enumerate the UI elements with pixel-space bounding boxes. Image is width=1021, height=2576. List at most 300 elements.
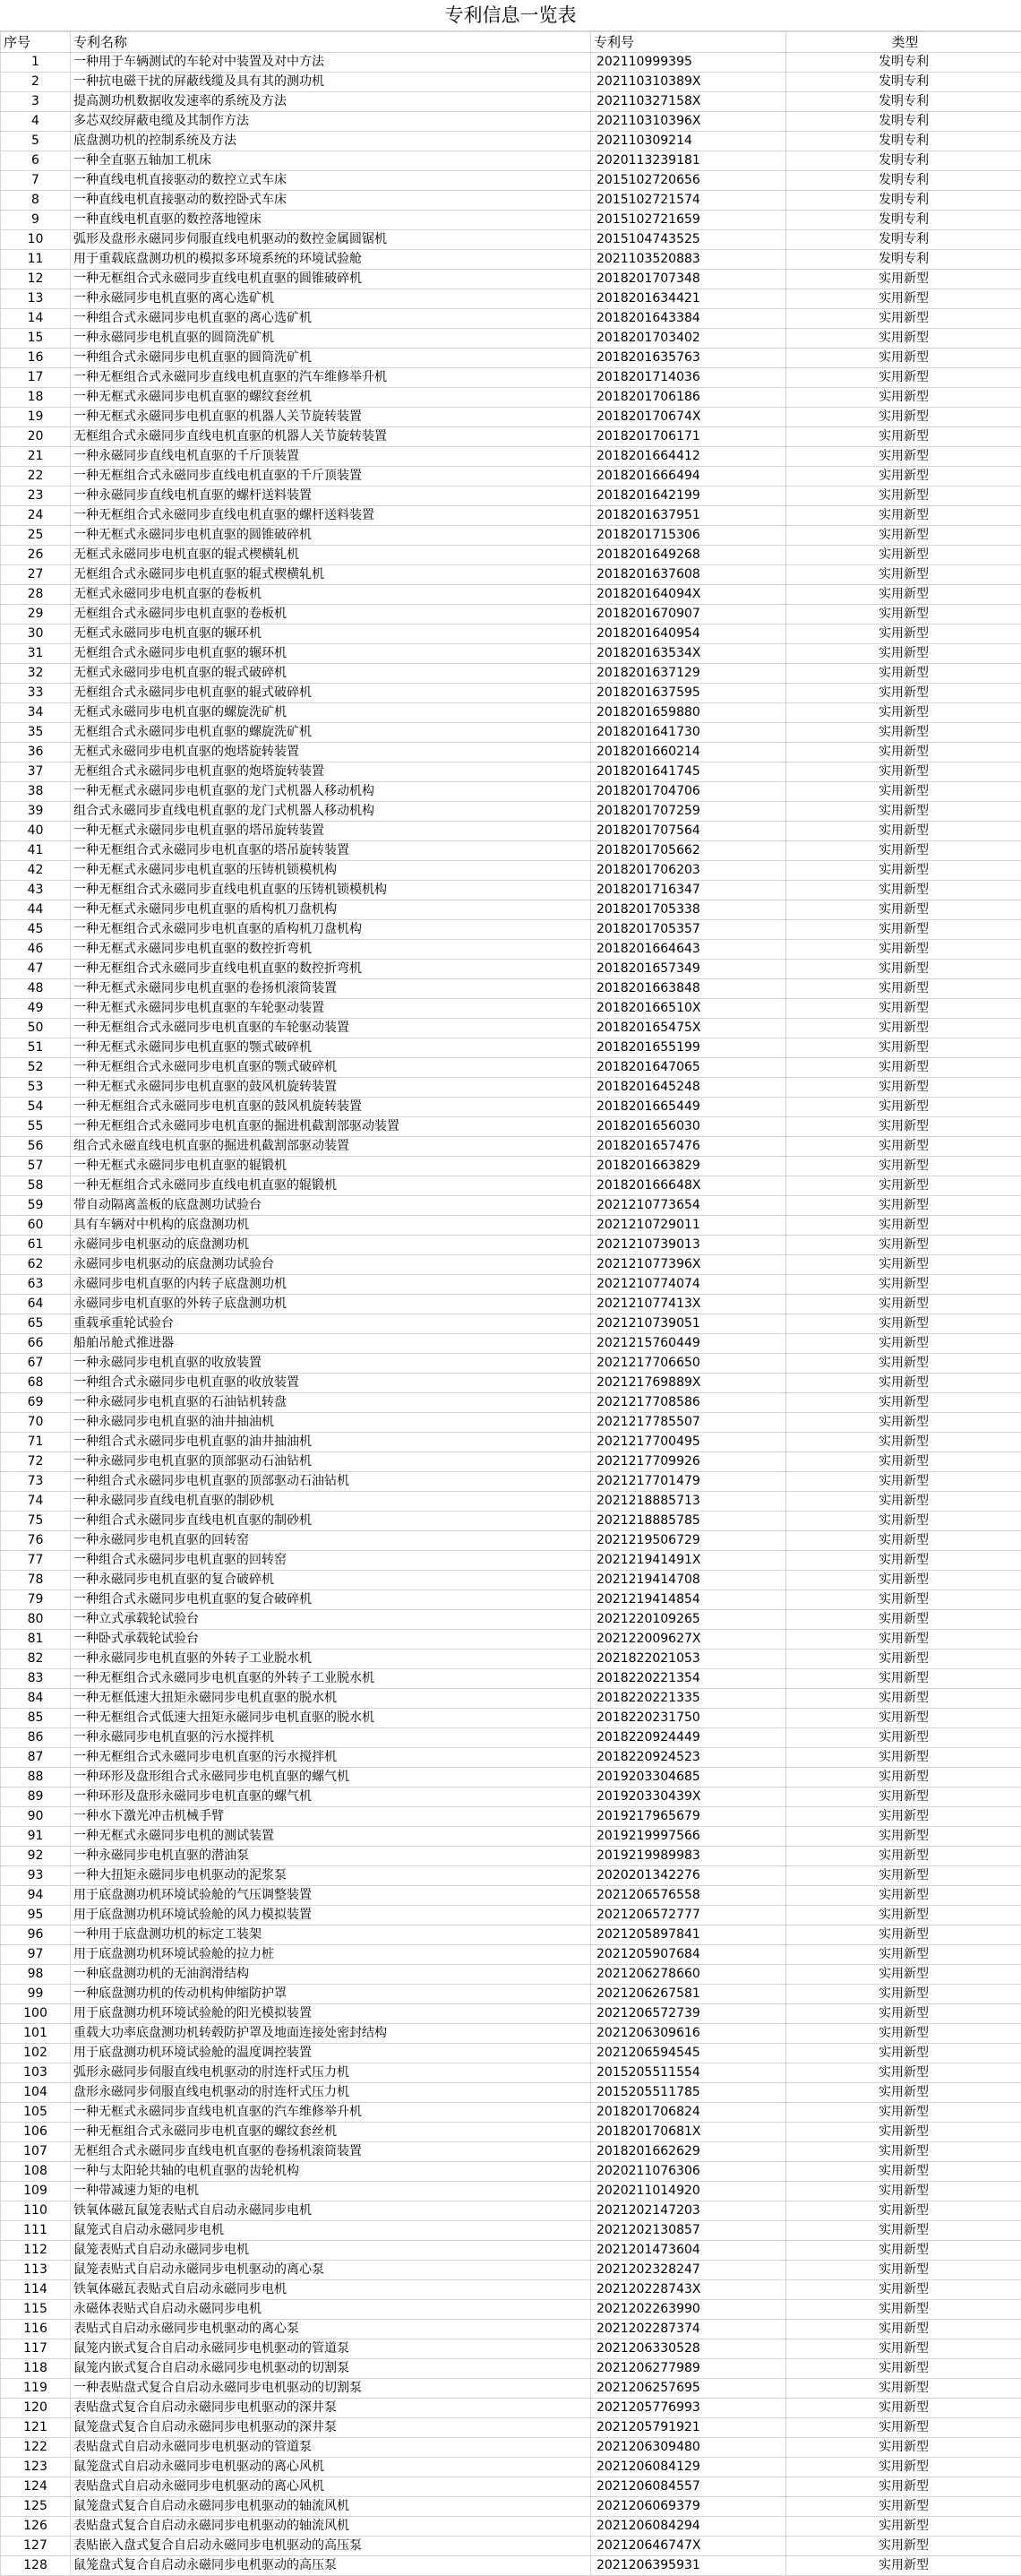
header-type: 类型 xyxy=(786,32,1021,53)
cell-patent-name: 无框组合式永磁同步电机直驱的卷板机 xyxy=(71,605,591,625)
table-row xyxy=(1,782,1021,802)
cell-patent-number: 2018201637951 xyxy=(591,506,786,526)
cell-index: 81 xyxy=(1,1630,71,1650)
cell-patent-type: 实用新型 xyxy=(786,940,1021,960)
table-row xyxy=(1,2379,1021,2399)
cell-patent-name: 一种立式承载轮试验台 xyxy=(71,1610,591,1630)
table-row xyxy=(1,565,1021,585)
cell-patent-name: 一种组合式永磁同步电机直驱的油井抽油机 xyxy=(71,1433,591,1452)
cell-patent-type: 实用新型 xyxy=(786,585,1021,605)
cell-index: 47 xyxy=(1,960,71,979)
cell-patent-type: 实用新型 xyxy=(786,1610,1021,1630)
cell-index: 72 xyxy=(1,1452,71,1472)
cell-index: 31 xyxy=(1,644,71,664)
table-row xyxy=(1,1886,1021,1906)
cell-patent-type: 实用新型 xyxy=(786,881,1021,900)
cell-patent-number: 2018201707564 xyxy=(591,822,786,841)
cell-index: 93 xyxy=(1,1866,71,1886)
header-number: 专利号 xyxy=(591,32,786,53)
cell-patent-type: 发明专利 xyxy=(786,250,1021,270)
cell-patent-number: 2021218885713 xyxy=(591,1492,786,1512)
cell-patent-name: 一种无框式永磁同步电机直驱的机器人关节旋转装置 xyxy=(71,408,591,427)
cell-index: 18 xyxy=(1,388,71,408)
cell-patent-number: 2021202328247 xyxy=(591,2261,786,2280)
table-row xyxy=(1,1926,1021,1945)
cell-patent-type: 实用新型 xyxy=(786,2458,1021,2477)
table-row xyxy=(1,1650,1021,1669)
cell-patent-number: 201820170674X xyxy=(591,408,786,427)
cell-index: 112 xyxy=(1,2241,71,2261)
table-row xyxy=(1,684,1021,703)
cell-patent-name: 一种无框式永磁同步电机直驱的车轮驱动装置 xyxy=(71,999,591,1019)
cell-patent-type: 实用新型 xyxy=(786,1669,1021,1689)
cell-patent-type: 实用新型 xyxy=(786,960,1021,979)
cell-patent-name: 一种无框式永磁同步电机直驱的圆锥破碎机 xyxy=(71,526,591,546)
cell-patent-name: 鼠笼盘式复合自启动永磁同步电机驱动的轴流风机 xyxy=(71,2497,591,2517)
cell-patent-number: 2021217706650 xyxy=(591,1354,786,1374)
cell-patent-name: 一种永磁同步电机直驱的离心选矿机 xyxy=(71,289,591,309)
cell-patent-number: 2021206278660 xyxy=(591,1965,786,1985)
table-row xyxy=(1,1157,1021,1176)
cell-patent-name: 一种无框组合式低速大扭矩永磁同步电机直驱的脱水机 xyxy=(71,1709,591,1728)
cell-patent-number: 2021206084294 xyxy=(591,2517,786,2537)
cell-index: 65 xyxy=(1,1314,71,1334)
cell-patent-type: 实用新型 xyxy=(786,2320,1021,2339)
cell-patent-name: 一种永磁同步电机直驱的外转子工业脱水机 xyxy=(71,1650,591,1669)
cell-index: 39 xyxy=(1,802,71,822)
table-row xyxy=(1,329,1021,349)
cell-patent-type: 实用新型 xyxy=(786,2399,1021,2418)
cell-patent-type: 发明专利 xyxy=(786,132,1021,151)
cell-patent-type: 实用新型 xyxy=(786,487,1021,506)
cell-patent-type: 实用新型 xyxy=(786,2497,1021,2517)
header-row xyxy=(1,32,1021,53)
cell-patent-type: 发明专利 xyxy=(786,191,1021,211)
cell-patent-type: 实用新型 xyxy=(786,565,1021,585)
cell-index: 110 xyxy=(1,2201,71,2221)
cell-index: 62 xyxy=(1,1255,71,1275)
cell-patent-type: 实用新型 xyxy=(786,1886,1021,1906)
cell-patent-type: 发明专利 xyxy=(786,151,1021,171)
table-row xyxy=(1,1945,1021,1965)
cell-patent-type: 实用新型 xyxy=(786,1827,1021,1847)
table-row xyxy=(1,920,1021,940)
cell-patent-type: 实用新型 xyxy=(786,1689,1021,1709)
cell-patent-type: 实用新型 xyxy=(786,861,1021,881)
cell-patent-name: 一种无框组合式永磁同步直线电机直驱的汽车维修举升机 xyxy=(71,368,591,388)
cell-index: 10 xyxy=(1,230,71,250)
table-row xyxy=(1,388,1021,408)
cell-patent-type: 实用新型 xyxy=(786,605,1021,625)
cell-patent-type: 实用新型 xyxy=(786,1650,1021,1669)
cell-patent-name: 一种底盘测功机的传动机构伸缩防护罩 xyxy=(71,1985,591,2004)
cell-index: 73 xyxy=(1,1472,71,1492)
table-row xyxy=(1,940,1021,960)
cell-patent-type: 实用新型 xyxy=(786,1078,1021,1098)
cell-index: 107 xyxy=(1,2142,71,2162)
cell-patent-name: 鼠笼式自启动永磁同步电机 xyxy=(71,2221,591,2241)
cell-patent-name: 表贴嵌入盘式复合自启动永磁同步电机驱动的高压泵 xyxy=(71,2537,591,2556)
cell-patent-type: 实用新型 xyxy=(786,979,1021,999)
cell-patent-name: 一种无框组合式永磁同步直线电机直驱的螺杆送料装置 xyxy=(71,506,591,526)
cell-patent-number: 2018201715306 xyxy=(591,526,786,546)
cell-patent-type: 实用新型 xyxy=(786,762,1021,782)
table-row xyxy=(1,2083,1021,2103)
cell-index: 70 xyxy=(1,1413,71,1433)
cell-index: 88 xyxy=(1,1768,71,1788)
cell-patent-name: 一种组合式永磁同步直线电机直驱的制砂机 xyxy=(71,1512,591,1531)
cell-patent-type: 发明专利 xyxy=(786,92,1021,112)
cell-patent-name: 永磁同步电机驱动的底盘测功机 xyxy=(71,1236,591,1255)
table-row xyxy=(1,1472,1021,1492)
cell-patent-type: 实用新型 xyxy=(786,1630,1021,1650)
cell-patent-name: 一种无框组合式永磁同步电机直驱的外转子工业脱水机 xyxy=(71,1669,591,1689)
cell-index: 76 xyxy=(1,1531,71,1551)
cell-index: 27 xyxy=(1,565,71,585)
cell-index: 22 xyxy=(1,467,71,487)
cell-patent-number: 2021220109265 xyxy=(591,1610,786,1630)
table-row xyxy=(1,151,1021,171)
cell-patent-number: 2018201706171 xyxy=(591,427,786,447)
cell-index: 68 xyxy=(1,1374,71,1393)
cell-index: 82 xyxy=(1,1650,71,1669)
table-row xyxy=(1,2320,1021,2339)
cell-patent-name: 组合式永磁同步直线电机直驱的龙门式机器人移动机构 xyxy=(71,802,591,822)
table-row xyxy=(1,979,1021,999)
cell-index: 9 xyxy=(1,211,71,230)
cell-patent-name: 一种直线电机直驱的数控落地镗床 xyxy=(71,211,591,230)
cell-patent-type: 实用新型 xyxy=(786,2300,1021,2320)
cell-patent-number: 2018201641745 xyxy=(591,762,786,782)
cell-index: 45 xyxy=(1,920,71,940)
cell-patent-name: 一种无框组合式永磁同步电机直驱的盾构机刀盘机构 xyxy=(71,920,591,940)
cell-index: 113 xyxy=(1,2261,71,2280)
cell-patent-name: 一种永磁同步电机直驱的顶部驱动石油钻机 xyxy=(71,1452,591,1472)
cell-patent-number: 2020211014920 xyxy=(591,2182,786,2201)
cell-patent-number: 202120646747X xyxy=(591,2537,786,2556)
cell-patent-name: 一种无框式永磁同步电机直驱的塔吊旋转装置 xyxy=(71,822,591,841)
cell-patent-number: 2021202263990 xyxy=(591,2300,786,2320)
table-row xyxy=(1,2497,1021,2517)
cell-index: 14 xyxy=(1,309,71,329)
cell-patent-name: 表贴盘式自启动永磁同步电机驱动的离心风机 xyxy=(71,2477,591,2497)
cell-index: 119 xyxy=(1,2379,71,2399)
cell-patent-type: 实用新型 xyxy=(786,526,1021,546)
cell-patent-type: 实用新型 xyxy=(786,2103,1021,2123)
cell-patent-type: 实用新型 xyxy=(786,1314,1021,1334)
table-row xyxy=(1,171,1021,191)
cell-index: 85 xyxy=(1,1709,71,1728)
cell-patent-number: 2018201706186 xyxy=(591,388,786,408)
cell-patent-type: 实用新型 xyxy=(786,408,1021,427)
cell-patent-number: 2018220924523 xyxy=(591,1748,786,1768)
cell-index: 108 xyxy=(1,2162,71,2182)
cell-patent-type: 实用新型 xyxy=(786,447,1021,467)
cell-patent-name: 一种无框式永磁同步电机直驱的卷扬机滚筒装置 xyxy=(71,979,591,999)
cell-index: 49 xyxy=(1,999,71,1019)
cell-index: 74 xyxy=(1,1492,71,1512)
cell-index: 19 xyxy=(1,408,71,427)
cell-patent-number: 2021210729011 xyxy=(591,1216,786,1236)
cell-index: 87 xyxy=(1,1748,71,1768)
cell-patent-type: 实用新型 xyxy=(786,1965,1021,1985)
cell-patent-name: 无框式永磁同步电机直驱的辊式楔横轧机 xyxy=(71,546,591,565)
table-row xyxy=(1,841,1021,861)
cell-index: 56 xyxy=(1,1137,71,1157)
cell-index: 84 xyxy=(1,1689,71,1709)
cell-patent-number: 202121077396X xyxy=(591,1255,786,1275)
cell-patent-type: 实用新型 xyxy=(786,703,1021,723)
table-row xyxy=(1,1295,1021,1314)
cell-index: 95 xyxy=(1,1906,71,1926)
cell-patent-name: 一种组合式永磁同步电机直驱的收放装置 xyxy=(71,1374,591,1393)
cell-index: 89 xyxy=(1,1788,71,1807)
cell-patent-type: 实用新型 xyxy=(786,2221,1021,2241)
cell-patent-number: 202110309214 xyxy=(591,132,786,151)
cell-patent-name: 一种组合式永磁同步电机直驱的离心选矿机 xyxy=(71,309,591,329)
cell-patent-name: 无框组合式永磁同步电机直驱的炮塔旋转装置 xyxy=(71,762,591,782)
cell-patent-number: 2018201707259 xyxy=(591,802,786,822)
table-row xyxy=(1,723,1021,743)
cell-index: 30 xyxy=(1,625,71,644)
cell-patent-name: 无框组合式永磁同步电机直驱的辊式楔横轧机 xyxy=(71,565,591,585)
cell-patent-number: 2018220221335 xyxy=(591,1689,786,1709)
table-row xyxy=(1,1196,1021,1216)
table-row xyxy=(1,1078,1021,1098)
cell-patent-type: 实用新型 xyxy=(786,1985,1021,2004)
cell-patent-name: 一种无框组合式永磁同步电机直驱的塔吊旋转装置 xyxy=(71,841,591,861)
cell-patent-type: 实用新型 xyxy=(786,1807,1021,1827)
cell-patent-number: 2021206576558 xyxy=(591,1886,786,1906)
cell-index: 44 xyxy=(1,900,71,920)
cell-index: 109 xyxy=(1,2182,71,2201)
table-row xyxy=(1,1117,1021,1137)
cell-patent-type: 实用新型 xyxy=(786,1117,1021,1137)
table-row xyxy=(1,2103,1021,2123)
table-row xyxy=(1,2477,1021,2497)
cell-patent-number: 2018201664643 xyxy=(591,940,786,960)
table-row xyxy=(1,2556,1021,2576)
cell-patent-name: 一种无框式永磁同步电机直驱的压铸机锁模机构 xyxy=(71,861,591,881)
cell-patent-name: 底盘测功机的控制系统及方法 xyxy=(71,132,591,151)
cell-index: 50 xyxy=(1,1019,71,1038)
table-row xyxy=(1,1176,1021,1196)
cell-patent-type: 实用新型 xyxy=(786,1196,1021,1216)
cell-patent-name: 一种永磁同步电机直驱的收放装置 xyxy=(71,1354,591,1374)
table-row xyxy=(1,1748,1021,1768)
table-row xyxy=(1,605,1021,625)
cell-patent-name: 一种直线电机直接驱动的数控立式车床 xyxy=(71,171,591,191)
cell-patent-name: 一种大扭矩永磁同步电机驱动的泥浆泵 xyxy=(71,1866,591,1886)
cell-index: 64 xyxy=(1,1295,71,1314)
cell-index: 2 xyxy=(1,73,71,92)
cell-patent-type: 实用新型 xyxy=(786,1236,1021,1255)
cell-patent-type: 实用新型 xyxy=(786,1157,1021,1176)
cell-index: 7 xyxy=(1,171,71,191)
cell-patent-number: 2018201706203 xyxy=(591,861,786,881)
cell-patent-type: 实用新型 xyxy=(786,1452,1021,1472)
table-row xyxy=(1,1255,1021,1275)
cell-patent-type: 实用新型 xyxy=(786,1748,1021,1768)
cell-index: 99 xyxy=(1,1985,71,2004)
table-row xyxy=(1,2024,1021,2044)
cell-patent-type: 实用新型 xyxy=(786,1275,1021,1295)
cell-patent-type: 实用新型 xyxy=(786,1433,1021,1452)
table-row xyxy=(1,191,1021,211)
cell-patent-type: 实用新型 xyxy=(786,999,1021,1019)
cell-patent-name: 无框式永磁同步电机直驱的辊式破碎机 xyxy=(71,664,591,684)
cell-patent-type: 实用新型 xyxy=(786,427,1021,447)
cell-index: 13 xyxy=(1,289,71,309)
cell-patent-name: 一种永磁同步直线电机直驱的制砂机 xyxy=(71,1492,591,1512)
cell-index: 98 xyxy=(1,1965,71,1985)
cell-patent-number: 2021206084557 xyxy=(591,2477,786,2497)
cell-patent-number: 2018201705662 xyxy=(591,841,786,861)
cell-patent-type: 实用新型 xyxy=(786,2379,1021,2399)
table-row xyxy=(1,368,1021,388)
cell-patent-name: 一种用于车辆测试的车轮对中装置及对中方法 xyxy=(71,53,591,73)
cell-index: 125 xyxy=(1,2497,71,2517)
table-row xyxy=(1,1728,1021,1748)
table-row xyxy=(1,2201,1021,2221)
cell-patent-type: 实用新型 xyxy=(786,1788,1021,1807)
cell-index: 94 xyxy=(1,1886,71,1906)
cell-patent-number: 2020211076306 xyxy=(591,2162,786,2182)
cell-patent-type: 实用新型 xyxy=(786,1728,1021,1748)
table-row xyxy=(1,881,1021,900)
cell-index: 114 xyxy=(1,2280,71,2300)
cell-patent-number: 2018201637129 xyxy=(591,664,786,684)
cell-patent-name: 无框组合式永磁同步电机直驱的辊式破碎机 xyxy=(71,684,591,703)
cell-index: 118 xyxy=(1,2359,71,2379)
cell-patent-name: 弧形永磁同步伺服直线电机驱动的肘连杆式压力机 xyxy=(71,2063,591,2083)
table-row xyxy=(1,447,1021,467)
table-row xyxy=(1,2359,1021,2379)
cell-index: 100 xyxy=(1,2004,71,2024)
cell-index: 106 xyxy=(1,2123,71,2142)
cell-patent-name: 一种用于底盘测功机的标定工装架 xyxy=(71,1926,591,1945)
cell-patent-name: 一种水下激光冲击机械手臂 xyxy=(71,1807,591,1827)
table-row xyxy=(1,2339,1021,2359)
cell-patent-type: 实用新型 xyxy=(786,1334,1021,1354)
cell-index: 122 xyxy=(1,2438,71,2458)
cell-patent-name: 一种无框式永磁同步电机直驱的颚式破碎机 xyxy=(71,1038,591,1058)
cell-patent-name: 弧形及盘形永磁同步伺服直线电机驱动的数控金属圆锯机 xyxy=(71,230,591,250)
table-row xyxy=(1,1906,1021,1926)
cell-patent-name: 一种无框组合式永磁同步直线电机直驱的辊锻机 xyxy=(71,1176,591,1196)
cell-patent-name: 鼠笼盘式自启动永磁同步电机驱动的离心风机 xyxy=(71,2458,591,2477)
cell-index: 60 xyxy=(1,1216,71,1236)
cell-index: 23 xyxy=(1,487,71,506)
cell-patent-number: 2021206277989 xyxy=(591,2359,786,2379)
cell-patent-type: 发明专利 xyxy=(786,73,1021,92)
cell-patent-name: 一种永磁同步电机直驱的油井抽油机 xyxy=(71,1413,591,1433)
cell-patent-type: 实用新型 xyxy=(786,2477,1021,2497)
cell-patent-type: 实用新型 xyxy=(786,1512,1021,1531)
cell-patent-type: 实用新型 xyxy=(786,1098,1021,1117)
table-row xyxy=(1,1019,1021,1038)
cell-patent-type: 实用新型 xyxy=(786,388,1021,408)
cell-patent-number: 2018201637608 xyxy=(591,565,786,585)
cell-patent-name: 一种无框式永磁同步电机直驱的盾构机刀盘机构 xyxy=(71,900,591,920)
cell-patent-number: 2021217708586 xyxy=(591,1393,786,1413)
cell-index: 116 xyxy=(1,2320,71,2339)
cell-patent-type: 实用新型 xyxy=(786,2537,1021,2556)
cell-index: 38 xyxy=(1,782,71,802)
table-row xyxy=(1,427,1021,447)
table-row xyxy=(1,1610,1021,1630)
cell-patent-number: 2021206309480 xyxy=(591,2438,786,2458)
cell-patent-name: 表贴盘式自启动永磁同步电机驱动的管道泵 xyxy=(71,2438,591,2458)
cell-patent-type: 发明专利 xyxy=(786,112,1021,132)
table-row xyxy=(1,73,1021,92)
cell-index: 120 xyxy=(1,2399,71,2418)
cell-patent-name: 一种永磁同步电机直驱的回转窑 xyxy=(71,1531,591,1551)
cell-index: 16 xyxy=(1,349,71,368)
cell-patent-name: 一种无框低速大扭矩永磁同步电机直驱的脱水机 xyxy=(71,1689,591,1709)
cell-patent-type: 实用新型 xyxy=(786,2162,1021,2182)
cell-patent-number: 2018201659880 xyxy=(591,703,786,723)
cell-patent-number: 2021201473604 xyxy=(591,2241,786,2261)
table-row xyxy=(1,112,1021,132)
cell-patent-type: 实用新型 xyxy=(786,1709,1021,1728)
cell-patent-number: 202120228743X xyxy=(591,2280,786,2300)
cell-patent-number: 2021206309616 xyxy=(591,2024,786,2044)
cell-patent-number: 2018201663848 xyxy=(591,979,786,999)
table-row xyxy=(1,526,1021,546)
cell-patent-name: 一种组合式永磁同步电机直驱的顶部驱动石油钻机 xyxy=(71,1472,591,1492)
cell-patent-name: 永磁同步电机驱动的底盘测功试验台 xyxy=(71,1255,591,1275)
table-row xyxy=(1,1374,1021,1393)
cell-patent-type: 实用新型 xyxy=(786,1255,1021,1275)
cell-patent-name: 一种永磁同步直线电机直驱的螺杆送料装置 xyxy=(71,487,591,506)
cell-patent-number: 2021219414708 xyxy=(591,1571,786,1590)
cell-patent-type: 实用新型 xyxy=(786,2123,1021,2142)
cell-patent-name: 铁氧体磁瓦鼠笼表贴式自启动永磁同步电机 xyxy=(71,2201,591,2221)
cell-patent-name: 鼠笼内嵌式复合自启动永磁同步电机驱动的切割泵 xyxy=(71,2359,591,2379)
table-row xyxy=(1,1669,1021,1689)
table-row xyxy=(1,2537,1021,2556)
cell-patent-number: 2020113239181 xyxy=(591,151,786,171)
cell-index: 102 xyxy=(1,2044,71,2063)
cell-patent-number: 2021206572739 xyxy=(591,2004,786,2024)
cell-patent-type: 实用新型 xyxy=(786,270,1021,289)
cell-patent-name: 无框式永磁同步电机直驱的辗环机 xyxy=(71,625,591,644)
cell-patent-number: 202110999395 xyxy=(591,53,786,73)
table-row xyxy=(1,2063,1021,2083)
table-row xyxy=(1,861,1021,881)
cell-patent-name: 一种全直驱五轴加工机床 xyxy=(71,151,591,171)
table-row xyxy=(1,802,1021,822)
cell-patent-name: 用于底盘测功机环境试验舱的风力模拟装置 xyxy=(71,1906,591,1926)
cell-index: 103 xyxy=(1,2063,71,2083)
cell-patent-number: 2015205511785 xyxy=(591,2083,786,2103)
table-row xyxy=(1,1985,1021,2004)
cell-patent-name: 一种永磁同步电机直驱的污水搅拌机 xyxy=(71,1728,591,1748)
table-row xyxy=(1,250,1021,270)
cell-patent-name: 一种无框组合式永磁同步直线电机直驱的千斤顶装置 xyxy=(71,467,591,487)
table-row xyxy=(1,2004,1021,2024)
cell-patent-name: 无框组合式永磁同步电机直驱的辗环机 xyxy=(71,644,591,664)
table-row xyxy=(1,900,1021,920)
cell-patent-number: 2018201664412 xyxy=(591,447,786,467)
cell-patent-type: 实用新型 xyxy=(786,289,1021,309)
cell-patent-name: 一种永磁同步电机直驱的圆筒洗矿机 xyxy=(71,329,591,349)
cell-patent-number: 2019203304685 xyxy=(591,1768,786,1788)
table-row xyxy=(1,1807,1021,1827)
cell-index: 5 xyxy=(1,132,71,151)
cell-patent-number: 2015102721659 xyxy=(591,211,786,230)
